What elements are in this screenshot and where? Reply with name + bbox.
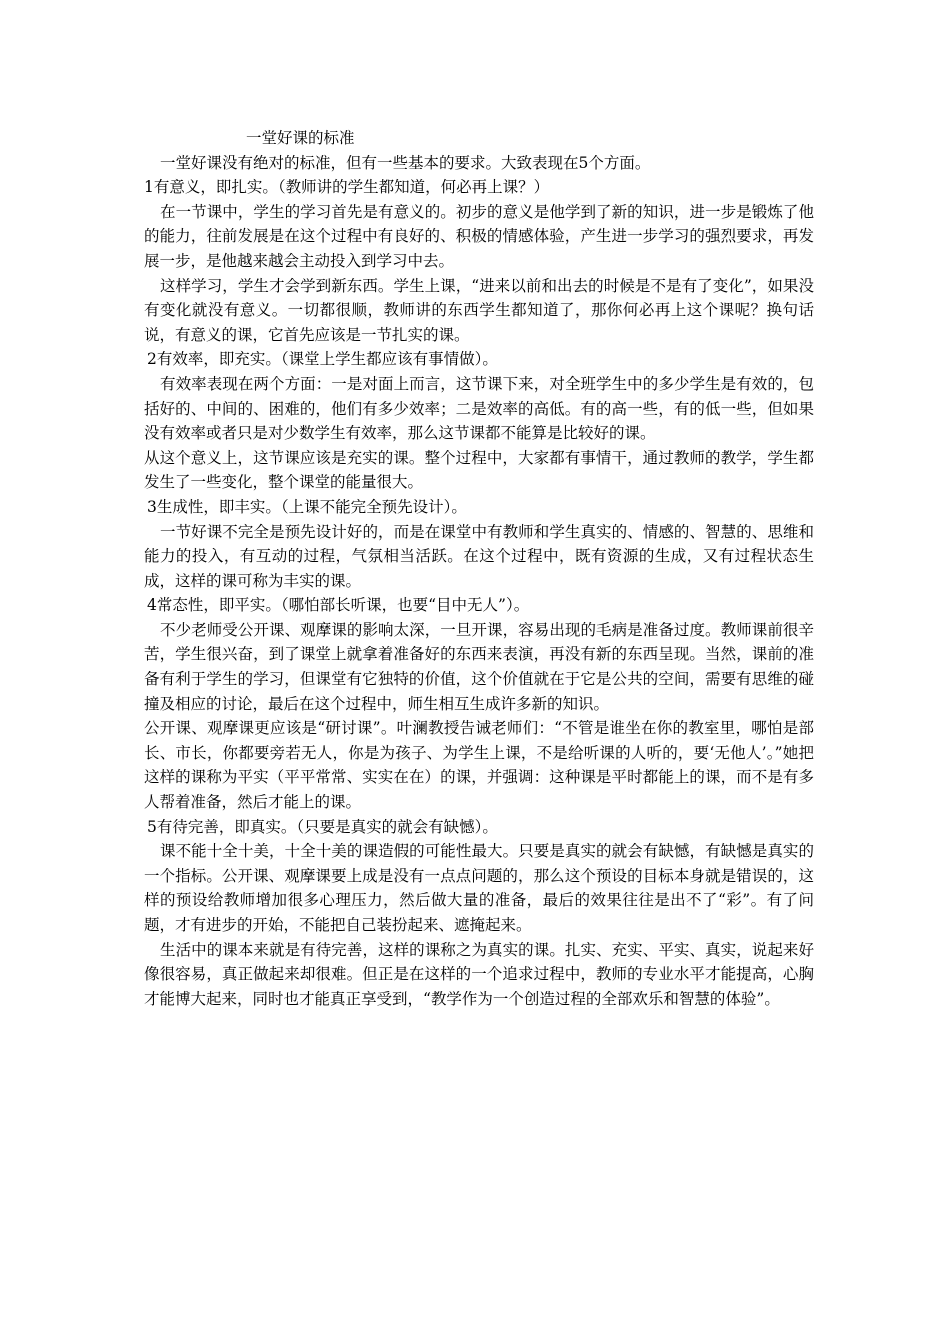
document-body	[144, 151, 814, 1012]
paragraph: 在一节课中，学生的学习首先是有意义的。初步的意义是他学到了新的知识，进一步是锻炼了他的能力，往前发展是在这个过程中有良好的、积极的情感体验，产生进一步学习的强烈要求，再发展一步，是他越来越会主动投入到学习中去。	[144, 202, 814, 270]
section-heading: 4常态性，即平实。（哪怕部长听课，也要“目中无人”）。	[147, 596, 530, 615]
paragraph: 公开课、观摩课更应该是“研讨课”。叶澜教授告诫老师们：“不管是谁坐在你的教室里，哪怕是部长、市长，你都要旁若无人，你是为孩子、为学生上课，不是给听课的人听的，要‘无他人’。”她把这样的课称为平实（平平常常、实实在在）的课，并强调：这种课是平时都能上的课，而不是有多人帮着准备，然后才能上的课。	[144, 719, 814, 812]
paragraph: 课不能十全十美，十全十美的课造假的可能性最大。只要是真实的就会有缺憾，有缺憾是真实的一个指标。公开课、观摩课要上成是没有一点点问题的，那么这个预设的目标本身就是错误的，这样的预设给教师增加很多心理压力，然后做大量的准备，最后的效果往往是出不了“彩”。有了问题，才有进步的开始，不能把自己装扮起来、遮掩起来。	[144, 842, 814, 934]
paragraph: 不少老师受公开课、观摩课的影响太深，一旦开课，容易出现的毛病是准备过度。教师课前很辛苦，学生很兴奋，到了课堂上就拿着准备好的东西来表演，再没有新的东西呈现。当然，课前的准备有利于学生的学习，但课堂有它独特的价值，这个价值就在于它是公共的空间，需要有思维的碰撞及相应的讨论，最后在这个过程中，师生相互生成许多新的知识。	[144, 620, 814, 713]
document-title: 一堂好课的标准	[246, 129, 355, 147]
section-heading: 5有待完善，即真实。（只要是真实的就会有缺憾）。	[147, 817, 498, 836]
paragraph: 一节好课不完全是预先设计好的，而是在课堂中有教师和学生真实的、情感的、智慧的、思维和能力的投入，有互动的过程，气氛相当活跃。在这个过程中，既有资源的生成，又有过程状态生成，这样的课可称为丰实的课。	[144, 522, 814, 590]
section-heading: 2有效率，即充实。（课堂上学生都应该有事情做）。	[147, 350, 498, 369]
paragraph: 一堂好课没有绝对的标准，但有一些基本的要求。大致表现在5个方面。	[160, 153, 651, 172]
paragraph: 生活中的课本来就是有待完善，这样的课称之为真实的课。扎实、充实、平实、真实，说起来好像很容易，真正做起来却很难。但正是在这样的一个追求过程中，教师的专业水平才能提高，心胸才能博大起来，同时也才能真正享受到，“教学作为一个创造过程的全部欢乐和智慧的体验”。	[144, 940, 814, 1008]
section-heading: 3生成性，即丰实。（上课不能完全预先设计）。	[147, 497, 467, 516]
paragraph: 这样学习，学生才会学到新东西。学生上课，“进来以前和出去的时候是不是有了变化”，如果没有变化就没有意义。一切都很顺，教师讲的东西学生都知道了，那你何必再上这个课呢？换句话说，有意义的课，它首先应该是一节扎实的课。	[144, 276, 814, 344]
section-heading: 1有意义，即扎实。（教师讲的学生都知道，何必再上课？）	[144, 178, 550, 197]
paragraph: 从这个意义上，这节课应该是充实的课。整个过程中，大家都有事情干，通过教师的教学，学生都发生了一些变化，整个课堂的能量很大。	[144, 448, 814, 492]
document-page	[144, 126, 814, 1011]
paragraph: 有效率表现在两个方面：一是对面上而言，这节课下来，对全班学生中的多少学生是有效的，包括好的、中间的、困难的，他们有多少效率；二是效率的高低。有的高一些，有的低一些，但如果没有效率或者只是对少数学生有效率，那么这节课都不能算是比较好的课。	[144, 374, 814, 443]
